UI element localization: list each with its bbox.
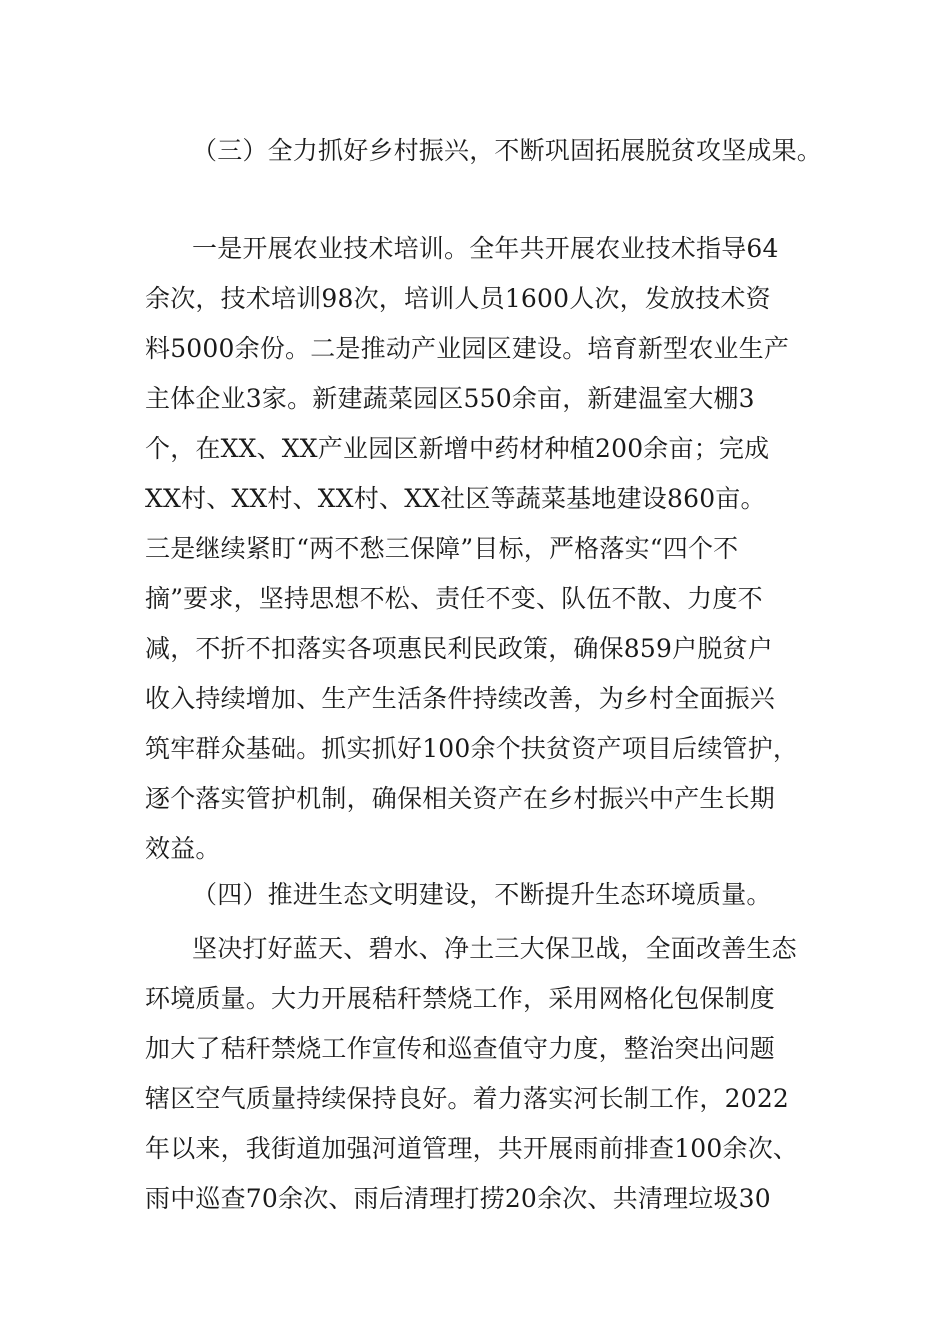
section-4-line: 辖区空气质量持续保持良好。着力落实河长制工作，2022 [145, 1084, 790, 1113]
section-3-line: 料5000余份。二是推动产业园区建设。培育新型农业生产 [145, 334, 790, 363]
section-4-line: 年以来，我街道加强河道管理，共开展雨前排查100余次、 [145, 1134, 799, 1163]
section-4-line: 坚决打好蓝天、碧水、净土三大保卫战，全面改善生态 [192, 934, 797, 963]
section-4-heading: （四）推进生态文明建设，不断提升生态环境质量。 [192, 880, 772, 909]
section-3-line: 摘”要求，坚持思想不松、责任不变、队伍不散、力度不 [145, 584, 763, 613]
section-3-line: 三是继续紧盯“两不愁三保障”目标，严格落实“四个不 [145, 534, 739, 563]
section-3-line: 一是开展农业技术培训。全年共开展农业技术指导64 [192, 234, 779, 263]
section-3-line: 筑牢群众基础。抓实抓好100余个扶贫资产项目后续管护， [145, 734, 799, 763]
section-4-line: 加大了秸秆禁烧工作宣传和巡查值守力度，整治突出问题 [145, 1034, 776, 1063]
section-3-line: 效益。 [145, 834, 221, 863]
section-3-line: 减，不折不扣落实各项惠民利民政策，确保859户脱贫户 [145, 634, 773, 663]
section-3-line: XX村、XX村、XX村、XX社区等蔬菜基地建设860亩。 [145, 484, 766, 513]
section-3-line: 逐个落实管护机制，确保相关资产在乡村振兴中产生长期 [145, 784, 776, 813]
section-4-line: 环境质量。大力开展秸秆禁烧工作，采用网格化包保制度 [145, 984, 776, 1013]
section-4-line: 雨中巡查70余次、雨后清理打捞20余次、共清理垃圾30 [145, 1184, 771, 1213]
section-3-heading: （三）全力抓好乡村振兴，不断巩固拓展脱贫攻坚成果。 [192, 136, 823, 165]
section-3-line: 余次，技术培训98次，培训人员1600人次，发放技术资 [145, 284, 771, 313]
section-3-line: 收入持续增加、生产生活条件持续改善，为乡村全面振兴 [145, 684, 776, 713]
section-3-line: 主体企业3家。新建蔬菜园区550余亩，新建温室大棚3 [145, 384, 755, 413]
section-3-line: 个，在XX、XX产业园区新增中药材种植200余亩；完成 [145, 434, 770, 463]
